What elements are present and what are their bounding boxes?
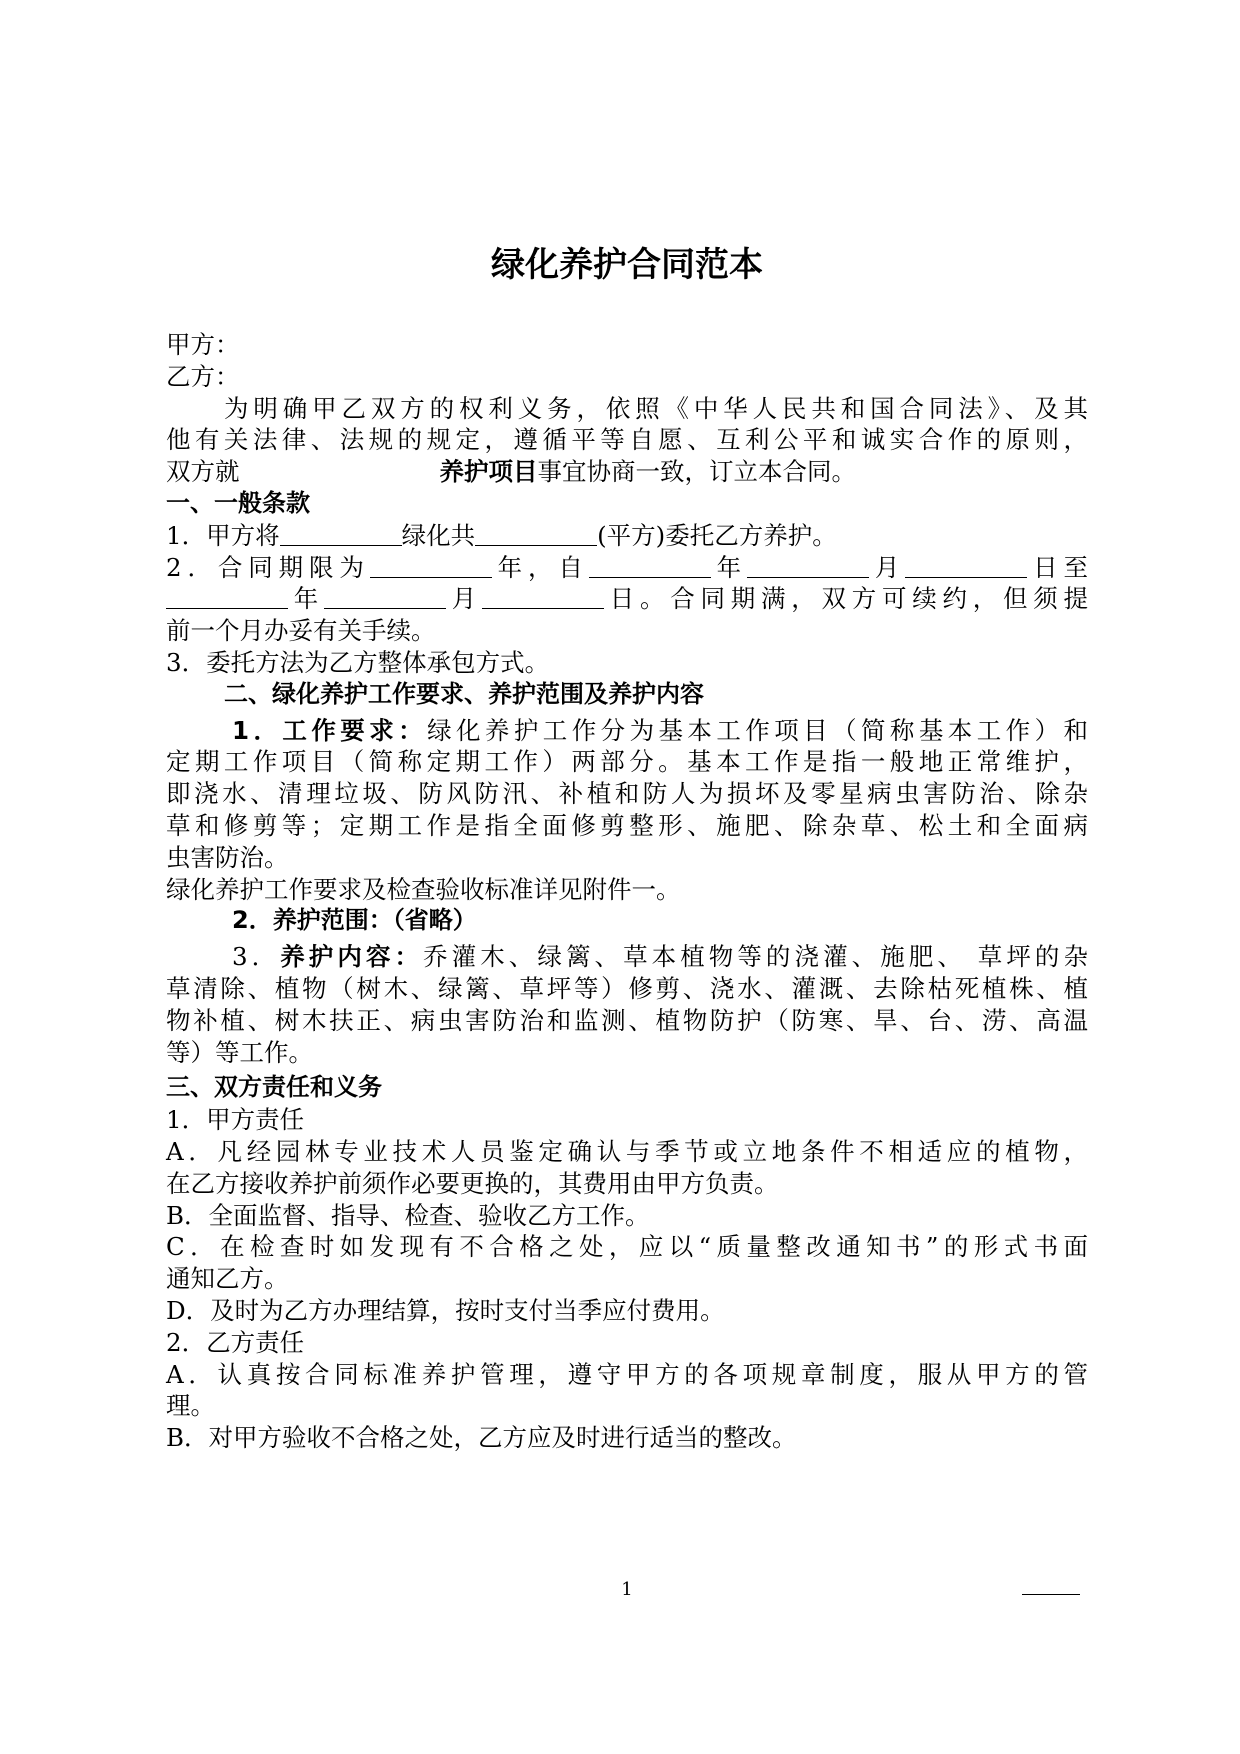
maintenance-content-line-3: 物补植、树木扶正、病虫害防治和监测、植物防护（防寒、旱、台、涝、高温 [166,1005,1088,1035]
clause-text: 绿化养护工作分为基本工作项目（简称基本工作）和 [427,715,1089,745]
fill-blank [324,584,446,609]
clause-text: 乔灌木、绿篱、草本植物等的浇灌、施肥、 草坪的杂 [423,942,1088,972]
clause-1-2-line-1 [166,552,1088,584]
fill-blank [482,584,604,609]
clause-text: 年 [288,584,324,614]
fill-blank [475,521,597,546]
party-b-line: 乙方： [166,361,240,391]
project-keyword: 养护项目 [439,457,538,487]
section-1-heading: 一、一般条款 [166,488,310,517]
party-a-item-b: B．全面监督、指导、检查、验收乙方工作。 [166,1200,650,1230]
fill-blank [589,553,711,578]
clause-1-1 [166,520,1088,552]
work-requirements-line-1 [166,715,1088,747]
party-a-item-a-line-2: 在乙方接收养护前须作必要更换的，其费用由甲方负责。 [166,1168,779,1198]
maintenance-content-line-1 [166,941,1088,973]
clause-1-3: 3．委托方法为乙方整体承包方式。 [166,647,550,677]
clause-text: 年 [710,552,748,582]
party-b-responsibilities-title: 2．乙方责任 [166,1327,305,1357]
work-requirements-label: 1．工作要求： [232,715,428,745]
preamble-line-1: 为明确甲乙双方的权利义务，依照《中华人民共和国合同法》、及其 [224,393,1088,423]
party-a-line: 甲方： [166,330,240,359]
fill-blank [747,553,869,578]
party-a-responsibilities-title: 1．甲方责任 [166,1105,305,1135]
document-title: 绿化养护合同范本 [491,245,763,285]
preamble-line-2: 他有关法律、法规的规定，遵循平等自愿、互利公平和诚实合作的原则， [166,425,1088,455]
work-requirements-line-5: 虫害防治。 [166,842,289,872]
clause-text: 2．合同期限为 [166,552,370,582]
clause-number: 3． [232,942,281,972]
maintenance-content-line-2: 草清除、植物（树木、绿篱、草坪等）修剪、浇水、灌溉、去除枯死植株、植 [166,973,1088,1003]
clause-text: 月 [446,584,482,614]
clause-text: 绿化共 [401,520,476,550]
work-requirements-line-3: 即浇水、清理垃圾、防风防汛、补植和防人为损坏及零星病虫害防治、除杂 [166,779,1088,809]
clause-1-2-line-2 [166,583,1088,615]
work-requirements-line-6: 绿化养护工作要求及检查验收标准详见附件一。 [166,874,681,904]
page-number: 1 [621,1579,633,1600]
preamble-line-3 [166,456,1088,488]
document-page [166,0,1088,1754]
clause-text: 年，自 [491,552,589,582]
clause-text: 日。合同期满，双方可续约，但须提 [604,584,1088,614]
fill-blank [370,553,492,578]
fill-blank [280,521,402,546]
preamble-text: 双方就 [166,457,240,487]
preamble-text: 事宜协商一致，订立本合同。 [537,457,856,487]
party-a-item-a-line-1: A．凡经园林专业技术人员鉴定确认与季节或立地条件不相适应的植物， [166,1136,1088,1166]
maintenance-scope: 2．养护范围：（省略） [232,906,477,935]
clause-text: 1．甲方将 [166,520,280,550]
party-a-item-c-line-2: 通知乙方。 [166,1264,289,1294]
document-body [166,329,1088,1454]
fill-blank [905,553,1027,578]
party-b-item-a-line-1: A．认真按合同标准养护管理，遵守甲方的各项规章制度，服从甲方的管 [166,1359,1088,1389]
work-requirements-line-2: 定期工作项目（简称定期工作）两部分。基本工作是指一般地正常维护， [166,747,1088,777]
section-2-heading: 二、绿化养护工作要求、养护范围及养护内容 [224,679,704,708]
section-3-heading: 三、双方责任和义务 [166,1073,382,1102]
party-a-item-d: D．及时为乙方办理结算，按时支付当季应付费用。 [166,1295,725,1325]
clause-1-2-line-3: 前一个月办妥有关手续。 [166,616,436,646]
party-b-item-a-line-2: 理。 [166,1391,215,1421]
fill-blank [166,584,288,609]
clause-text: (平方)委托乙方养护。 [597,520,837,550]
maintenance-content-line-4: 等）等工作。 [166,1037,313,1067]
clause-text: 日至 [1027,552,1089,582]
party-b-item-b: B．对甲方验收不合格之处，乙方应及时进行适当的整改。 [166,1423,797,1453]
work-requirements-line-4: 草和修剪等；定期工作是指全面修剪整形、施肥、除杂草、松土和全面病 [166,810,1088,840]
maintenance-content-label: 养护内容： [280,942,424,972]
party-a-item-c-line-1: C．在检查时如发现有不合格之处，应以“质量整改通知书”的形式书面 [166,1232,1088,1262]
footer-rule [1022,1594,1080,1595]
clause-text: 月 [869,552,906,582]
